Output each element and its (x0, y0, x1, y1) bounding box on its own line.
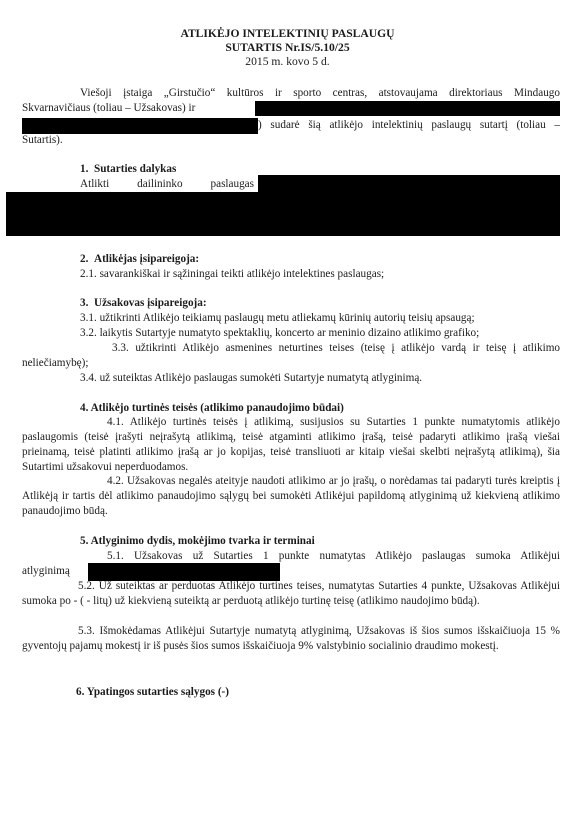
section-1-text: Atlikti dailininko paslaugas (80, 178, 254, 190)
section-5-item: 5.3. Išmokėdamas Atlikėjui Sutartyje numatytą atlyginimą, Užsakovas iš šios sumos išskaičiuoja 15 % gyventojų pajamų mokestį ir iš pusės šios sumos išskaičiuoja 9% valstybinio socialinio draudimo mokestį. (22, 625, 560, 652)
section-4-heading: 4. Atlikėjo turtinės teisės (atlikimo panaudojimo būdai) (80, 402, 344, 414)
section-5-item: 5.2. Už suteiktas ar perduotas Atlikėjo turtines teises, numatytas Sutarties 4 punkte, Užsakovas Atlikėjui sumoka po - ( - litų) už kiekvieną suteiktą ar perduotą atlikėjo turtinę teisę (atlikimo naudojimo būdą). (22, 580, 560, 607)
section-4-item: 4.1. Atlikėjo turtinės teisės į atlikimą, susijusios su Sutarties 1 punkte numatytomis atlikėjo paslaugomis (teisė įrašyti neįrašytą atlikimą, teisė atgaminti atlikimo įrašą, teisė padaryti atlikimo įrašą viešai prieinamą, teisė platinti atlikimo įrašą ar jo kopijas, teisė transliuoti ar kitaip viešai skelbti neįrašytą atlikimą), šia Sutartimi užsakovui neperduodamos. (22, 416, 560, 473)
contract-date: 2015 m. kovo 5 d. (245, 55, 330, 68)
section-5-heading: 5. Atlyginimo dydis, mokėjimo tvarka ir terminai (80, 535, 315, 547)
section-5-item-1-line-2: atlyginimą (22, 565, 70, 577)
intro-line-2: Skvarnavičiaus (toliau – Užsakovas) ir (22, 102, 196, 114)
redaction-block (22, 118, 258, 134)
document-title: ATLIKĖJO INTELEKTINIŲ PASLAUGŲ (180, 27, 395, 40)
section-2-item: 2.1. savarankiškai ir sąžiningai teikti atlikėjo intelektines paslaugas; (80, 268, 385, 280)
intro-line-1: Viešoji įstaiga „Girstučio“ kultūros ir sporto centras, atstovaujama direktoriaus Mindaugo (80, 87, 560, 99)
redaction-block (255, 101, 560, 116)
section-5-item-1-line-1: 5.1. Užsakovas už Sutarties 1 punkte numatytas Atlikėjo paslaugas sumoka Atlikėjui (107, 550, 560, 562)
section-1-heading: 1. Sutarties dalykas (80, 163, 177, 175)
section-3-item: 3.1. užtikrinti Atlikėjo teikiamų paslaugų metu atliekamų kūrinių autorių teisių apsaugą; (80, 312, 475, 324)
section-4-item: 4.2. Užsakovas negalės ateityje naudoti atlikimo ar jo įrašų, o norėdamas tai padaryti turės kreiptis į Atlikėją ir tartis dėl atlikimo panaudojimo sąlygų bei sumokėti Atlikėjui papildomą atlyginimą už kiekvieną atlikimo panaudojimo būdą. (22, 475, 560, 517)
section-3-item: 3.3. užtikrinti Atlikėjo asmenines neturtines teises (teisę į atlikėjo vardą ir teisę į atlikimo neliečiamybę); (22, 342, 560, 369)
section-3-item: 3.4. už suteiktas Atlikėjo paslaugas sumokėti Sutartyje numatytą atlyginimą. (80, 372, 423, 384)
section-3-heading: 3. Užsakovas įsipareigoja: (80, 297, 207, 309)
section-6-heading: 6. Ypatingos sutarties sąlygos (-) (76, 686, 230, 698)
section-2-heading: 2. Atlikėjas įsipareigoja: (80, 253, 200, 265)
intro-line-3: ) sudarė šią atlikėjo intelektinių paslaugų sutartį (toliau – (258, 119, 560, 131)
redaction-block (6, 192, 560, 236)
section-3-item: 3.2. laikytis Sutartyje numatyto spektaklių, koncerto ar meninio dizaino atlikimo grafiko; (80, 327, 480, 339)
contract-number: SUTARTIS Nr.IS/5.10/25 (225, 41, 350, 54)
intro-line-4: Sutartis). (22, 134, 63, 146)
